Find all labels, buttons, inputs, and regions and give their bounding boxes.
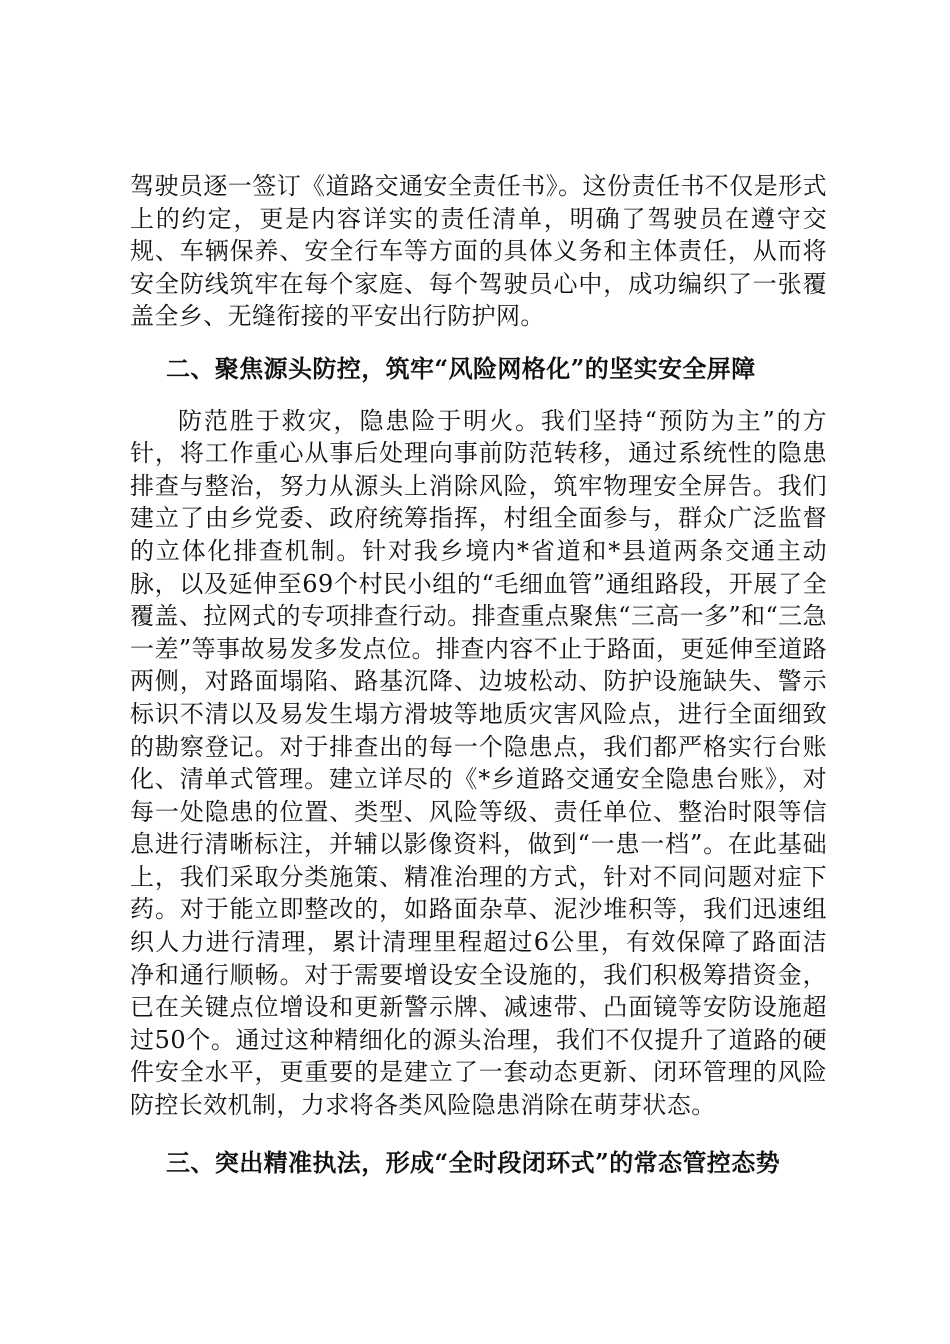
document-body: [130, 170, 827, 1179]
paragraph-responsibility-letter: 驾驶员逐一签订《道路交通安全责任书》。这份责任书不仅是形式上的约定，更是内容详实的责任清单，明确了驾驶员在遵守交规、车辆保养、安全行车等方面的具体义务和主体责任，从而将安全防线筑牢在每个家庭、每个驾驶员心中，成功编织了一张覆盖全乡、无缝衔接的平安出行防护网。: [130, 172, 827, 331]
section-heading-3: 三、突出精准执法，形成“全时段闭环式”的常态管控态势: [166, 1147, 781, 1177]
paragraph-source-control: 防范胜于救灾，隐患险于明火。我们坚持“预防为主”的方针，将工作重心从事后处理向事前防范转移，通过系统性的隐患排查与整治，努力从源头上消除风险，筑牢物理安全屏告。我们建立了由乡党委、政府统筹指挥，村组全面参与，群众广泛监督的立体化排查机制。针对我乡境内*省道和*县道两条交通主动脉，以及延伸至69个村民小组的“毛细血管”通组路段，开展了全覆盖、拉网式的专项排查行动。排查重点聚焦“三高一多”和“三急一差”等事故易发多发点位。排查内容不止于路面，更延伸至道路两侧，对路面塌陷、路基沉降、边坡松动、防护设施缺失、警示标识不清以及易发生塌方滑坡等地质灾害风险点，进行全面细致的勘察登记。对于排查出的每一个隐患点，我们都严格实行台账化、清单式管理。建立详尽的《*乡道路交通安全隐患台账》，对每一处隐患的位置、类型、风险等级、责任单位、整治时限等信息进行清晰标注，并辅以影像资料，做到“一患一档”。在此基础上，我们采取分类施策、精准治理的方式，针对不同问题对症下药。对于能立即整改的，如路面杂草、泥沙堆积等，我们迅速组织人力进行清理，累计清理里程超过6公里，有效保障了路面洁净和通行顺畅。对于需要增设安全设施的，我们积极筹措资金，已在关键点位增设和更新警示牌、减速带、凸面镜等安防设施超过50个。通过这种精细化的源头治理，我们不仅提升了道路的硬件安全水平，更重要的是建立了一套动态更新、闭环管理的风险防控长效机制，力求将各类风险隐患消除在萌芽状态。: [130, 406, 827, 1120]
section-heading-2: 二、聚焦源头防控，筑牢“风险网格化”的坚实安全屏障: [166, 353, 756, 383]
